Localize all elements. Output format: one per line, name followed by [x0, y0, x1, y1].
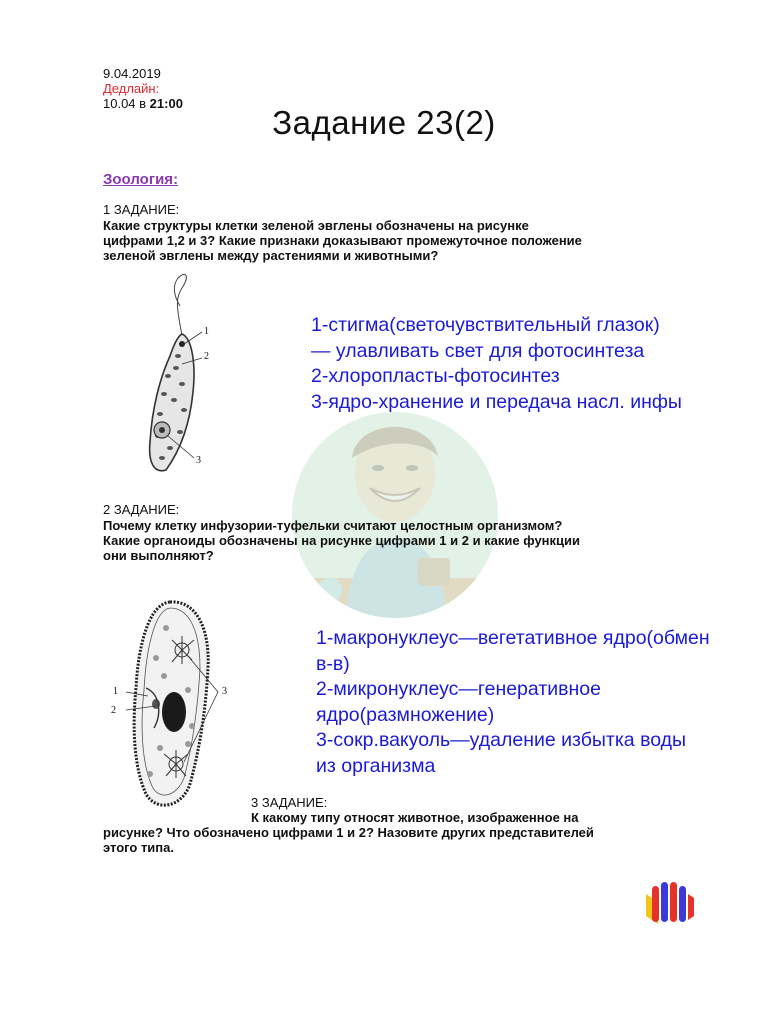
task1-question-line: зеленой эвглены между растениями и животными?	[103, 248, 439, 263]
task3-question-line: рисунке? Что обозначено цифрами 1 и 2? Назовите других представителей	[103, 825, 594, 840]
euglena-figure	[138, 272, 218, 480]
task2-answer-line: 1-макронуклеус—вегетативное ядро(обмен	[316, 627, 710, 649]
paramecium-label-2: 2	[111, 705, 116, 716]
task2-answer-line: 2-микронуклеус—генеративное	[316, 678, 601, 700]
task2-answer-line: ядро(размножение)	[316, 703, 495, 726]
date: 9.04.2019	[103, 66, 161, 81]
task1-answer-line: 3-ядро-хранение и передача насл. инфы	[311, 390, 682, 413]
euglena-label-2: 2	[204, 351, 209, 362]
task2-question-line: Почему клетку инфузории-туфельки считают целостным организмом?	[103, 518, 563, 533]
task2-label: 2 ЗАДАНИЕ:	[103, 502, 180, 517]
task3-question-line: этого типа.	[103, 840, 174, 855]
task2-question	[103, 518, 580, 563]
deadline-prefix: 10.04 в	[103, 96, 150, 111]
task1-answer-line: 2-хлоропласты-фотосинтез	[311, 365, 560, 387]
task2-answer	[316, 626, 710, 779]
euglena-label-3: 3	[196, 455, 201, 466]
task3-label: 3 ЗАДАНИЕ:	[251, 795, 328, 810]
brand-logo-icon	[644, 880, 696, 926]
teacher-watermark-illustration	[290, 410, 500, 620]
paramecium-label-3: 3	[222, 686, 227, 697]
task1-answer	[311, 313, 682, 415]
task2-answer-line: в-в)	[316, 652, 350, 675]
task2-answer-line: 3-сокр.вакуоль—удаление избытка воды	[316, 729, 687, 751]
task2-answer-line: из организма	[316, 754, 436, 777]
deadline-label: Дедлайн:	[103, 81, 160, 96]
subject-heading: Зоология:	[103, 171, 179, 188]
task1-answer-line: 1-стигма(светочувствительный глазок)	[311, 314, 660, 336]
task3-question-first: К какому типу относят животное, изображенное на	[251, 810, 579, 825]
task1-label: 1 ЗАДАНИЕ:	[103, 202, 180, 217]
task1-question-line: цифрами 1,2 и 3? Какие признаки доказывают промежуточное положение	[103, 233, 582, 248]
paramecium-label-1: 1	[113, 686, 118, 697]
task2-question-line: они выполняют?	[103, 548, 214, 563]
euglena-label-1: 1	[204, 326, 209, 337]
paramecium-figure	[126, 598, 226, 813]
task3-question	[103, 825, 594, 855]
task1-question-line: Какие структуры клетки зеленой эвглены обозначены на рисунке	[103, 218, 529, 233]
page-title: Задание 23(2)	[272, 104, 496, 141]
task1-answer-line: — улавливать свет для фотосинтеза	[311, 339, 645, 362]
task2-question-line: Какие органоиды обозначены на рисунке цифрами 1 и 2 и какие функции	[103, 533, 581, 548]
deadline-time: 21:00	[149, 96, 183, 111]
task1-question	[103, 218, 582, 263]
